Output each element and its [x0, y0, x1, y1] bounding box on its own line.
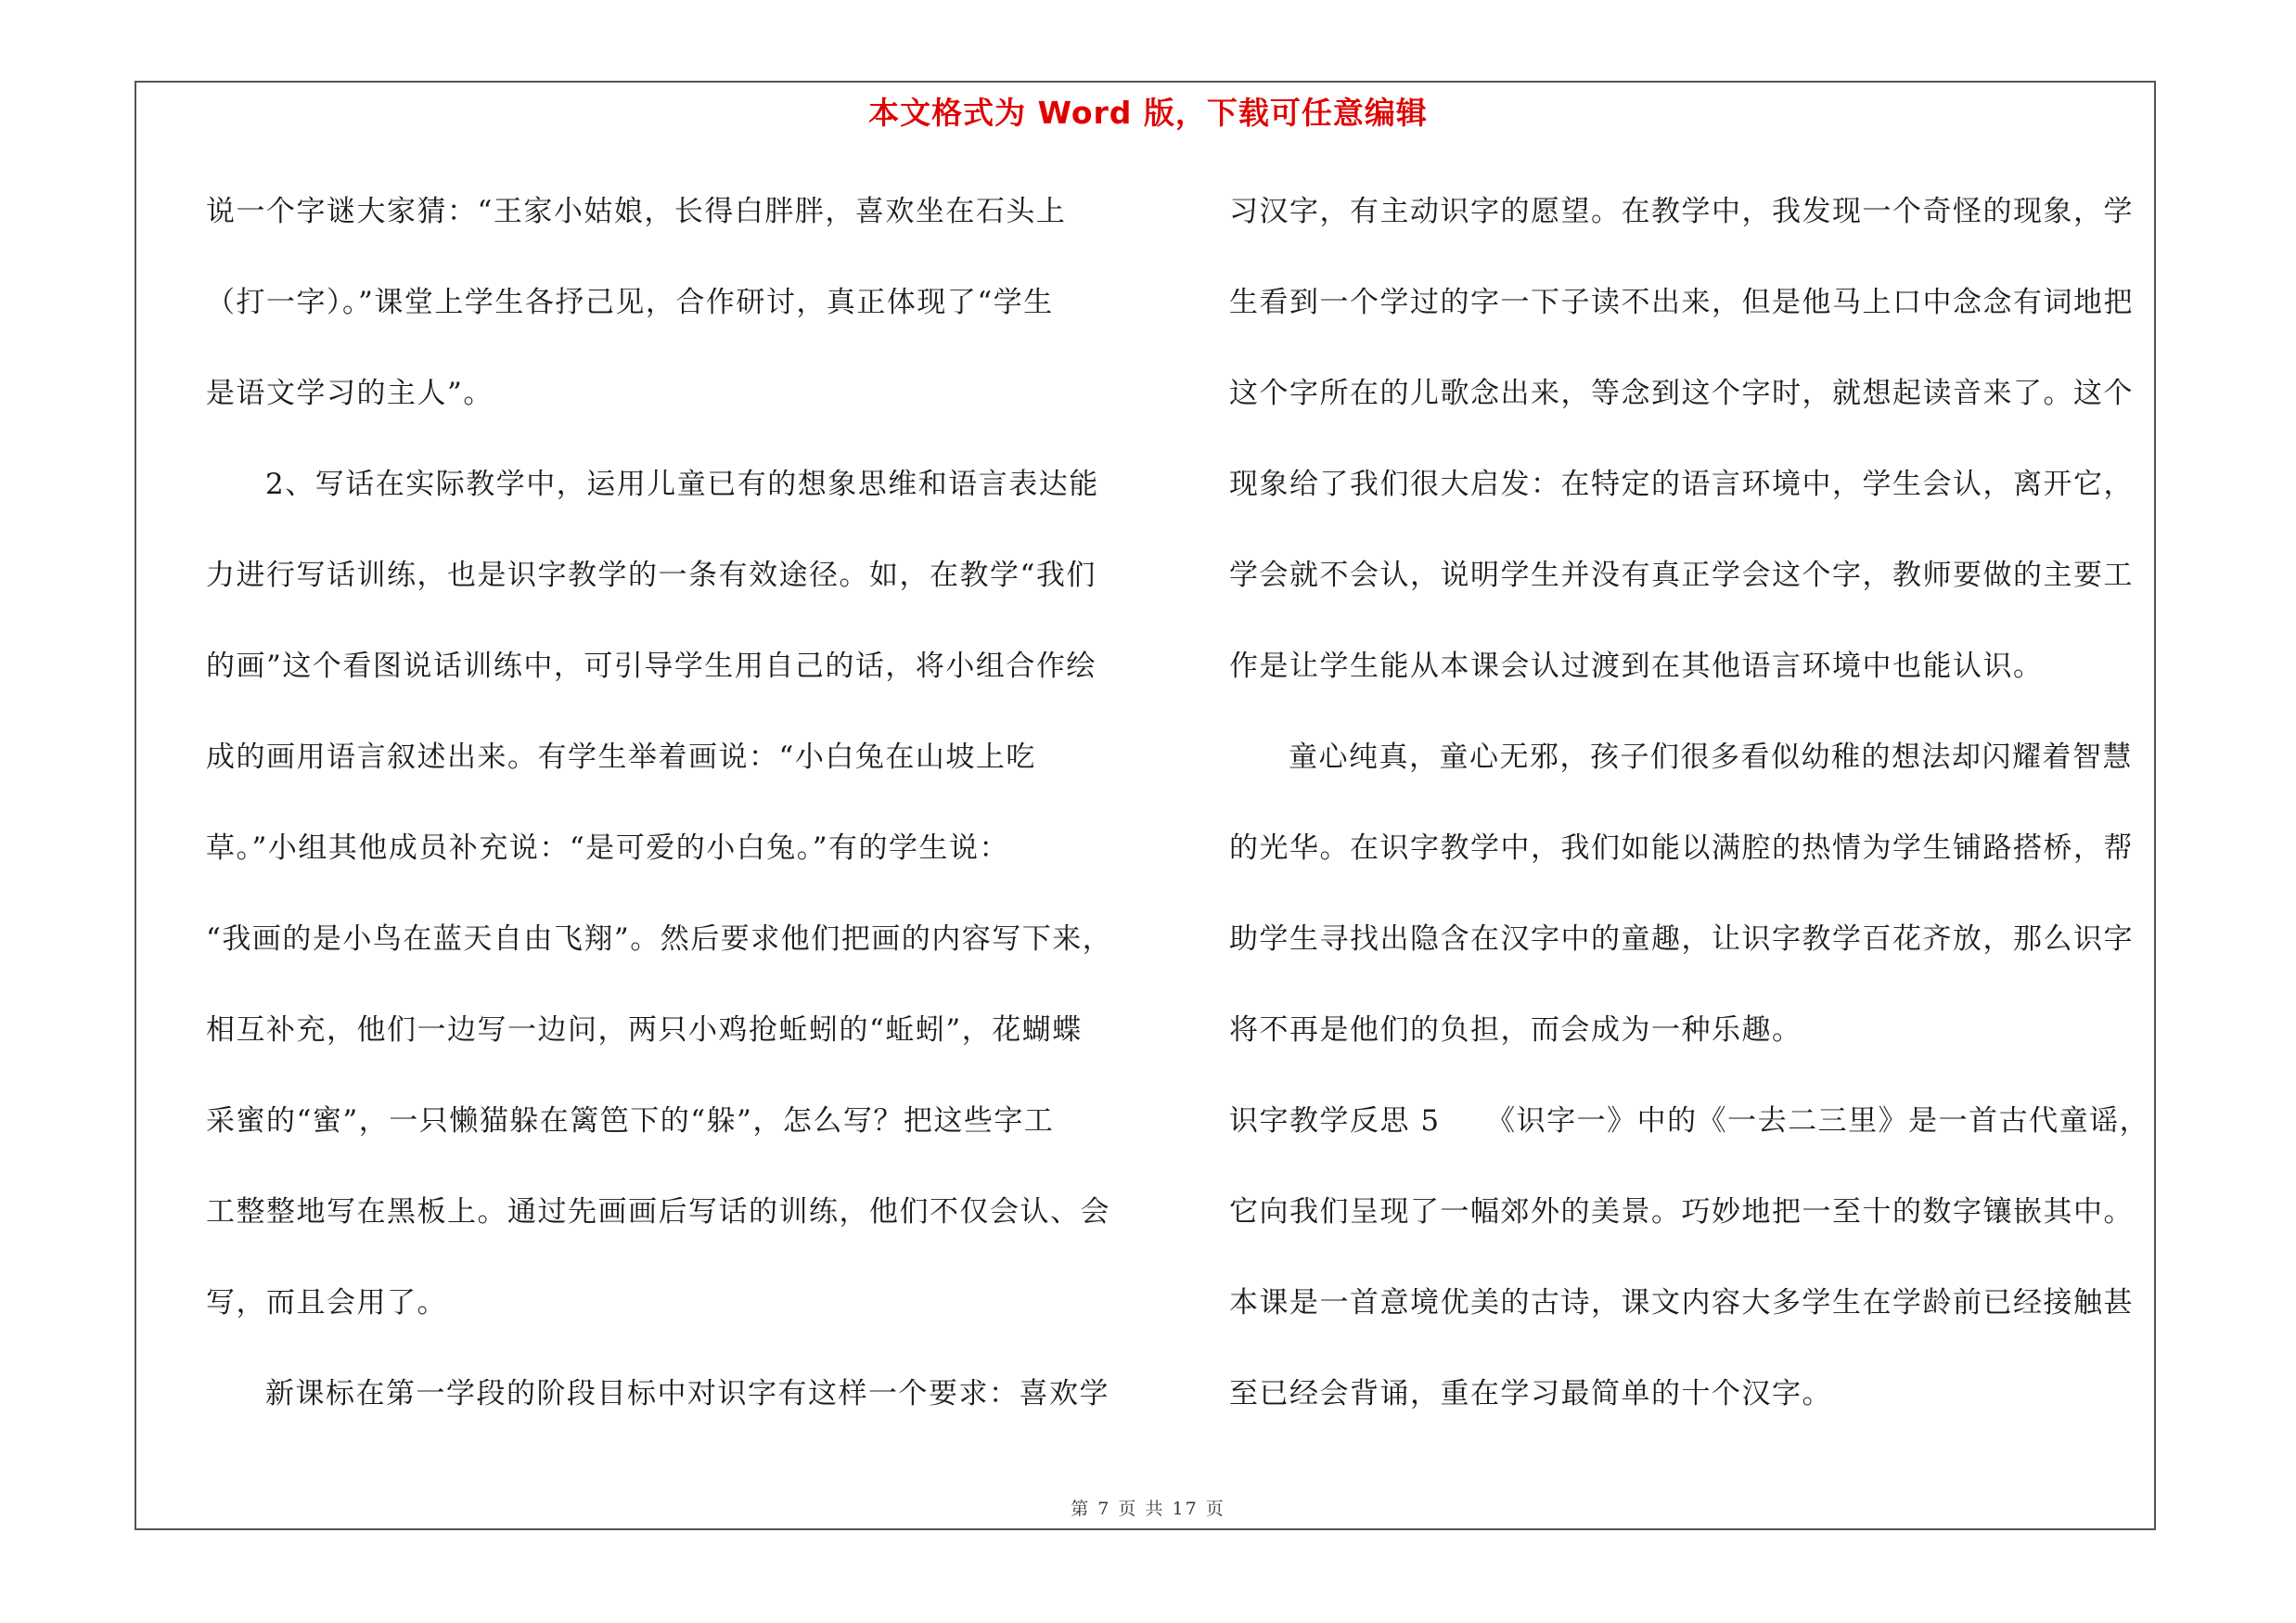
text-line: 作是让学生能从本课会认过渡到在其他语言环境中也能认识。 [1229, 650, 2044, 683]
text-line: 将不再是他们的负担，而会成为一种乐趣。 [1229, 1013, 1802, 1047]
text-line: 的画”这个看图说话训练中，可引导学生用自己的话，将小组合作绘 [206, 650, 1097, 683]
text-line: 是语文学习的主人”。 [206, 377, 494, 410]
text-line: 的光华。在识字教学中，我们如能以满腔的热情为学生铺路搭桥，帮 [1229, 831, 2134, 865]
page-number: 第 7 页 共 17 页 [1071, 1499, 1225, 1519]
text-line: 采蜜的“蜜”，一只懒猫躲在篱笆下的“躲”，怎么写？把这些字工 [206, 1104, 1055, 1138]
text-line: 写，而且会用了。 [206, 1286, 447, 1320]
text-line: 学会就不会认，说明学生并没有真正学会这个字，教师要做的主要工 [1229, 559, 2134, 592]
text-line: 现象给了我们很大启发：在特定的语言环境中，学生会认，离开它， [1229, 468, 2134, 501]
text-line: 生看到一个学过的字一下子读不出来，但是他马上口中念念有词地把 [1229, 286, 2134, 319]
text-line: 力进行写话训练，也是识字教学的一条有效途径。如，在教学“我们 [206, 559, 1097, 592]
word-format-banner: 本文格式为 Word 版，下载可任意编辑 [868, 95, 1428, 131]
text-line: 习汉字，有主动识字的愿望。在教学中，我发现一个奇怪的现象，学 [1229, 195, 2134, 228]
text-line: （打一字）。”课堂上学生各抒己见，合作研讨，真正体现了“学生 [206, 286, 1054, 319]
paragraph-start-line: 2、写话在实际教学中，运用儿童已有的想象思维和语言表达能 [265, 468, 1099, 501]
text-line: “我画的是小鸟在蓝天自由飞翔”。然后要求他们把画的内容写下来， [206, 922, 1113, 956]
text-line: 至已经会背诵，重在学习最简单的十个汉字。 [1229, 1377, 1832, 1410]
left-text-column [206, 179, 1143, 1452]
text-line: 它向我们呈现了一幅郊外的美景。巧妙地把一至十的数字镶嵌其中。 [1229, 1195, 2134, 1229]
text-line: 这个字所在的儿歌念出来，等念到这个字时，就想起读音来了。这个 [1229, 377, 2134, 410]
text-line: 草。”小组其他成员补充说：“是可爱的小白兔。”有的学生说： [206, 831, 1010, 865]
text-line: 助学生寻找出隐含在汉字中的童趣，让识字教学百花齐放，那么识字 [1229, 922, 2134, 956]
paragraph-start-line: 童心纯真，童心无邪，孩子们很多看似幼稚的想法却闪耀着智慧 [1289, 741, 2133, 774]
right-text-column [1229, 179, 2157, 1452]
section-heading-line: 识字教学反思 5 《识字一》中的《一去二三里》是一首古代童谣， [1229, 1104, 2150, 1138]
text-line: 本课是一首意境优美的古诗，课文内容大多学生在学龄前已经接触甚 [1229, 1286, 2134, 1320]
text-line: 相互补充，他们一边写一边问，两只小鸡抢蚯蚓的“蚯蚓”，花蝴蝶 [206, 1013, 1083, 1047]
text-line: 说一个字谜大家猜：“王家小姑娘，长得白胖胖，喜欢坐在石头上 [206, 195, 1067, 228]
text-line: 工整整地写在黑板上。通过先画画后写话的训练，他们不仅会认、会 [206, 1195, 1110, 1229]
text-line: 成的画用语言叙述出来。有学生举着画说：“小白兔在山坡上吃 [206, 741, 1036, 774]
paragraph-start-line: 新课标在第一学段的阶段目标中对识字有这样一个要求：喜欢学 [265, 1377, 1110, 1410]
